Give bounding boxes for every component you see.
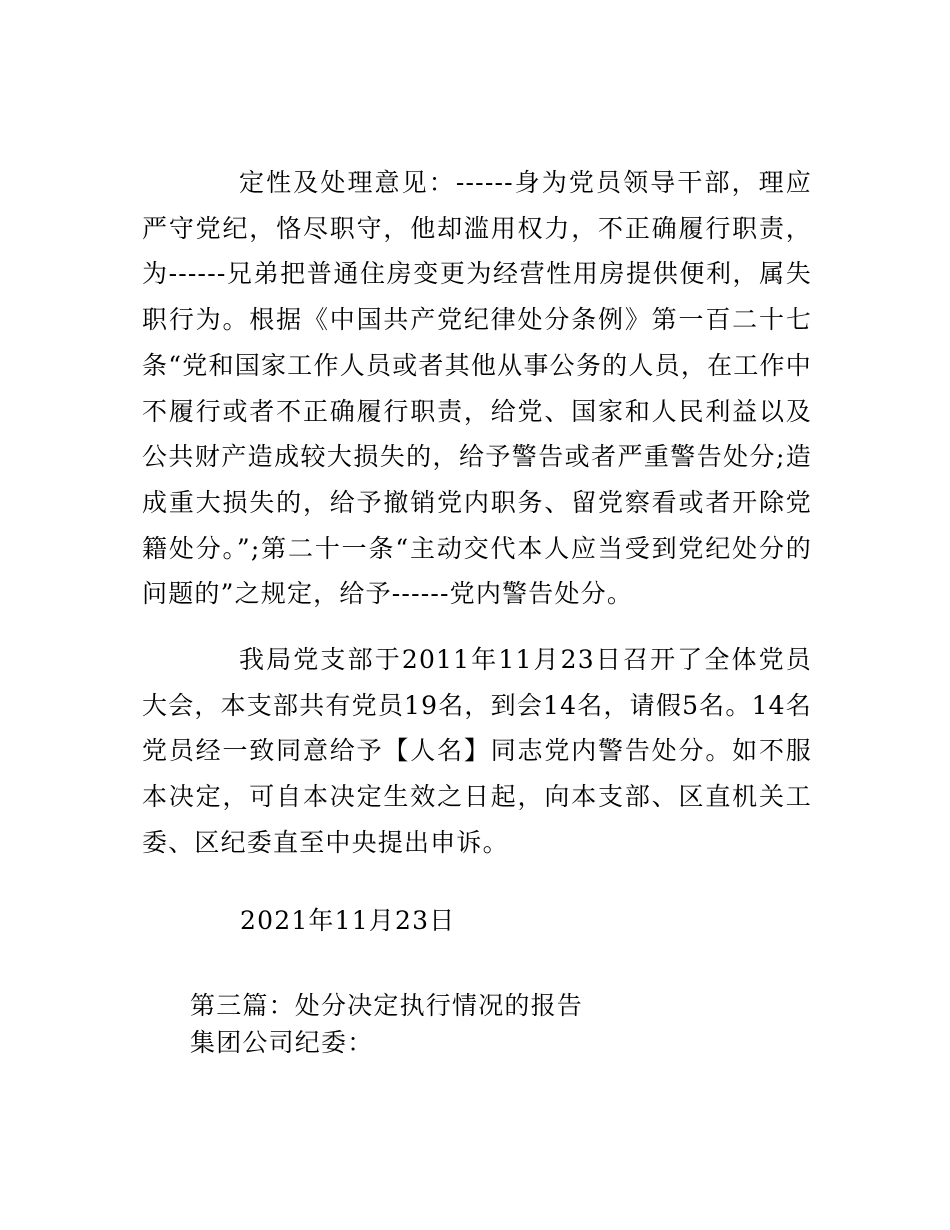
addressee-line: 集团公司纪委： — [190, 1028, 374, 1057]
section-title: 第三篇：处分决定执行情况的报告 — [190, 991, 584, 1020]
meeting-paragraph: 我局党支部于2011年11月23日召开了全体党员大会，本支部共有党员19名，到会14名，请假5名。14名党员经一致同意给予【人名】同志党内警告处分。如不服本决定，可自本决定生效之日起，向本支部、区直机关工委、区纪委直至中央提出申诉。 — [142, 645, 812, 857]
document-date: 2021年11月23日 — [240, 906, 456, 935]
decision-paragraph: 定性及处理意见：------身为党员领导干部，理应严守党纪，恪尽职守，他却滥用权力，不正确履行职责，为------兄弟把普通住房变更为经营性用房提供便利，属失职行为。根据《中国共产党纪律处分条例》第一百二十七条“党和国家工作人员或者其他从事公务的人员，在工作中不履行或者不正确履行职责，给党、国家和人民利益以及公共财产造成较大损失的，给予警告或者严重警告处分;造成重大损失的，给予撤销党内职务、留党察看或者开除党籍处分。”;第二十一条“主动交代本人应当受到党纪处分的问题的”之规定，给予------党内警告处分。 — [142, 168, 812, 609]
